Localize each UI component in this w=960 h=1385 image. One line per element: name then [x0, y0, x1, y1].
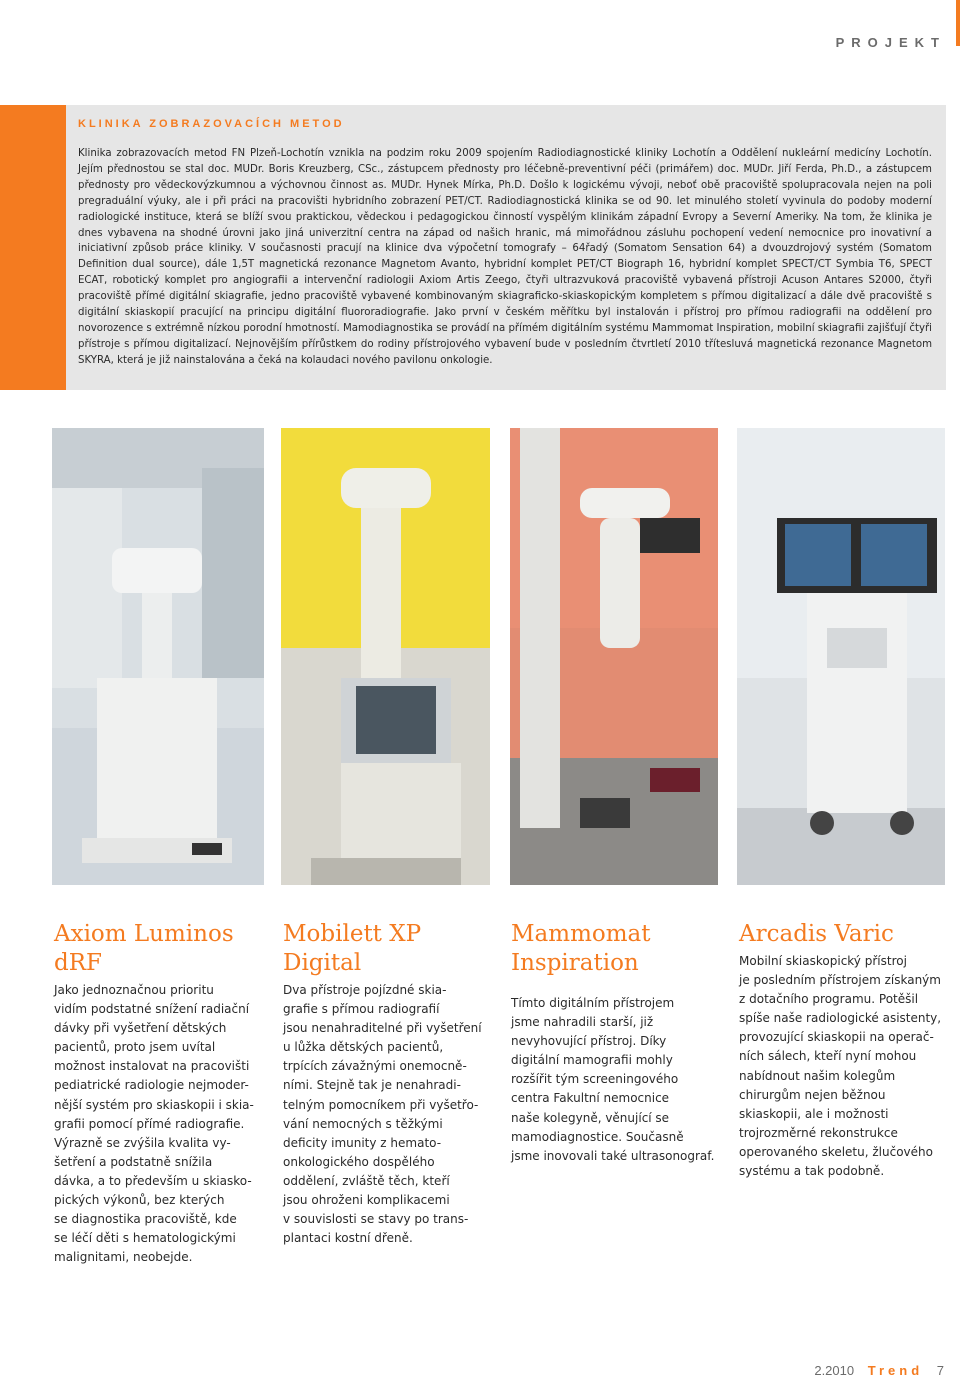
- caption-body: Tímto digitálním přístrojem jsme nahradili starší, již nevyhovující přístroj. Díky digitální mamografii mohly rozšířit tým screeningového centra Fakultní nemocnice naše kolegyně, věnující se mamodiagnostice. Současně jsme inovovali také ultrasonograf.: [511, 996, 715, 1163]
- caption-mammomat: [511, 920, 721, 1166]
- caption-title: Mammomat Inspiration: [511, 921, 651, 976]
- photo-mobilett-xp: [281, 428, 490, 885]
- photo-axiom-luminos: [52, 428, 264, 885]
- caption-title: Axiom Luminos dRF: [54, 921, 234, 976]
- caption-body: Dva přístroje pojízdné skia- grafie s přímou radiografií jsou nenahraditelné při vyšetření u lůžka dětských pacientů, trpících závažnými onemocně- ními. Stejně tak je nenahradi- telným pomocníkem při vyšetřo- vání nemocných s těžkými deficity imunity z hemato- onkologického dospělého oddělení, zvláště těch, kteří jsou ohroženi komplikacemi v souvislosti se stavy po trans- plantaci kostní dřeně.: [283, 983, 482, 1246]
- intro-box: [66, 105, 946, 390]
- intro-text: Klinika zobrazovacích metod FN Plzeň-Lochotín vznikla na podzim roku 2009 spojením Radiodiagnostické kliniky Lochotín a Oddělení nukleární medicíny Lochotín. Jejím přednostou se stal doc. MUDr. Boris Kreuzberg, CSc., zástupcem přednosty pro léčebně-preventivní péči (primářem) doc. MUDr. Jiří Ferda, Ph.D., a zástupcem přednosty pro vědeckovýzkumnou a výchovnou činnost as. MUDr. Hynek Mírka, Ph.D. Došlo k logickému vývoji, neboť obě pracoviště spolupracovala nejen na poli pregraduální výuky, ale i při práci na pracovišti hybridního zobrazení PET/CT. Radiodiagnostická klinika se od 90. let minulého století vyvinula do podoby moderní radiologické instituce, která se blíží svou praktickou, vědeckou i pedagogickou činností vyspělým klinikám západní Evropy a Severní Ameriky. Na tom, že klinika je dnes vybavena na shodné úrovni jako jiná univerzitní centra na západ od našich hranic, má mimořádnou zásluhu pochopení vedení nemocnice pro inovativní a iniciativní způsob práce kliniky. V současnosti pracují na klinice dva výpočetní tomografy – 64řadý (Somatom Sensation 64) a dvouzdrojový systém (Somatom Definition dual source), dále 1,5T magnetická rezonance Magnetom Avanto, hybridní komplet PET/CT Biograph 16, hybridní komplet SPECT/CT Symbia T6, SPECT ECAT, robotický komplet pro angiografii a intervenční radiologii Axiom Artis Zeego, čtyři ultrazvuková pracoviště vybavená přístroji Acuson Antares S2000, čtyři pracoviště přímé digitální skiagrafie, jedno pracoviště vybavené kombinovaným skiagraficko-skiaskopickým kompletem s přímou digitalizací a dále dvě pracoviště s digitální skiaskopií pracující na principu digitální fluororadiografie. Jako první v českém měřítku byl instalován i přístroj pro přímou radiografii na oddělení pro novorozence s extrémně nízkou porodní hmotností. Mamodiagnostika se provádí na přímém digitálním systému Mammomat Inspiration, mobilní skiagrafii zajišťují čtyři přístroje s přímou digitalizací. Nejnovějším přírůstkem do rodiny přístrojového vybavení bude v posledním čtvrtletí 2010 třítesluvá magnetická rezonance Magnetom SKYRA, která je již nainstalována a čeká na kolaudaci nového pavilonu onkologie.: [78, 148, 932, 366]
- page-footer: [814, 1363, 944, 1378]
- caption-mobilett-xp: [283, 920, 493, 1248]
- photo-arcadis-varic: [737, 428, 945, 885]
- caption-axiom-luminos: [54, 920, 264, 1267]
- corner-accent-bar: [956, 0, 960, 46]
- caption-body: Jako jednoznačnou prioritu vidím podstatné snížení radiační dávky při vyšetření dětských pacientů, proto jsem uvítal možnost instalovat na pracovišti pediatrické radiologie nejmoder- nější systém pro skiaskopii i skia- grafii pomocí přímé radiografie. Výrazně se zvýšila kvalita vy- šetření a podstatně snížila dávka, a to především u skiasko- pických výkonů, bez kterých se diagnostika pracoviště, kde se léčí děti s hematologickými malignitami, neobejde.: [54, 983, 254, 1265]
- footer-issue: 2.2010: [814, 1363, 855, 1378]
- caption-title: Arcadis Varic: [739, 921, 894, 947]
- footer-magazine: Trend: [867, 1363, 924, 1378]
- caption-title: Mobilett XP Digital: [283, 921, 422, 976]
- caption-body: Mobilní skiaskopický přístroj je posledním přístrojem získaným z dotačního programu. Potěšil spíše naše radiologické asistenty, provozující skiaskopii na operač- ních sálech, kteří nyní mohou nabídnout našim kolegům chirurgům nejen běžnou skiaskopii, ale i možnosti trojrozměrné rekonstrukce operovaného skeletu, žlučového systému a tak podobně.: [739, 954, 942, 1179]
- caption-arcadis-varic: [739, 920, 949, 1181]
- section-label: PROJEKT: [835, 35, 946, 50]
- intro-heading: KLINIKA ZOBRAZOVACÍCH METOD: [78, 118, 345, 130]
- photo-mammomat: [510, 428, 718, 885]
- page-number: 7: [936, 1363, 944, 1378]
- intro-accent-strip: [0, 105, 66, 390]
